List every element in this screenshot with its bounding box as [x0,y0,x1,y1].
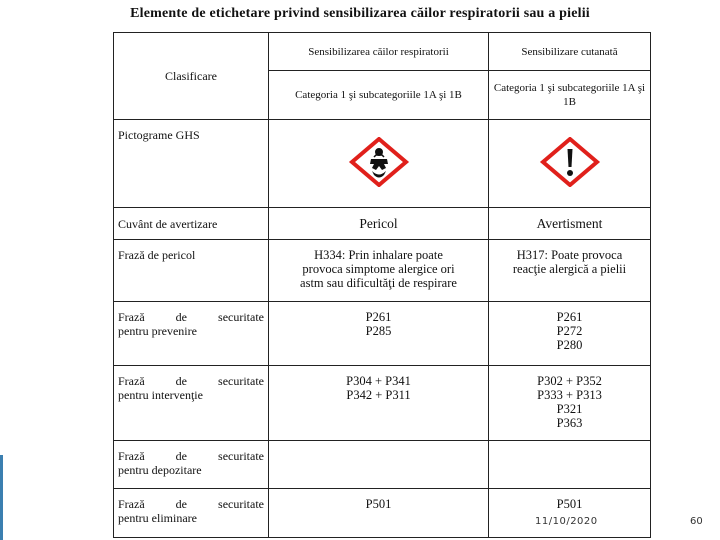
signal-word-respiratory: Pericol [269,208,489,240]
code-line: P272 [556,324,583,338]
pictogram-cell-respiratory [269,120,489,208]
exclamation-mark-icon [539,137,601,187]
disposal-label [114,489,269,538]
label-line: Frază de securitate [118,310,264,324]
response-respiratory [269,366,489,441]
code-line: P333 + P313 [537,388,602,402]
label-line: Frază de securitate [118,497,264,511]
label-line: Frază de securitate [118,374,264,388]
labelling-table [113,32,651,538]
code-line: P285 [365,324,392,338]
label-line: pentru depozitare [118,463,202,477]
disposal-skin: P501 [489,489,651,538]
text-line: H334: Prin inhalare poate [314,248,443,262]
label-line: pentru eliminare [118,511,197,525]
clasificare-label: Clasificare [114,33,269,120]
response-skin [489,366,651,441]
text-line: H317: Poate provoca [516,248,623,262]
footer-date: 11/10/2020 [535,516,598,527]
code-line: P261 [556,310,583,324]
code-line: P342 + P311 [346,388,411,402]
prevention-respiratory [269,302,489,366]
page-title: Elemente de etichetare privind sensibilizarea căilor respiratorii sau a pielii [130,6,590,21]
health-hazard-icon [348,137,410,187]
code-line: P363 [556,416,583,430]
label-line: pentru intervenţie [118,388,203,402]
code-line: P302 + P352 [537,374,602,388]
prevention-skin [489,302,651,366]
page-number: 60 [690,516,703,527]
storage-label [114,441,269,489]
pictogram-label: Pictograme GHS [114,120,269,208]
text-line: provoca simptome alergice ori [302,262,455,276]
accent-bar [0,455,3,540]
storage-skin [489,441,651,489]
text-line: reacţie alergică a pielii [512,262,627,276]
hazard-statement-respiratory [269,240,489,302]
col-header-respiratory: Sensibilizarea căilor respiratorii [269,33,489,71]
pictogram-cell-skin [489,120,651,208]
code-line: P280 [556,338,583,352]
category-skin: Categoria 1 şi subcategoriile 1A şi 1B [489,71,651,120]
col-header-skin: Sensibilizare cutanată [489,33,651,71]
disposal-respiratory: P501 [269,489,489,538]
category-respiratory: Categoria 1 şi subcategoriile 1A şi 1B [269,71,489,120]
prevention-label [114,302,269,366]
code-line: P321 [556,402,583,416]
signal-word-skin: Avertisment [489,208,651,240]
hazard-statement-label: Frază de pericol [114,240,269,302]
label-line: pentru prevenire [118,324,197,338]
text-line: astm sau dificultăţi de respirare [300,276,457,290]
label-line: Frază de securitate [118,449,264,463]
hazard-statement-skin [489,240,651,302]
code-line: P304 + P341 [346,374,411,388]
signal-word-label: Cuvânt de avertizare [114,208,269,240]
response-label [114,366,269,441]
storage-respiratory [269,441,489,489]
code-line: P261 [365,310,392,324]
